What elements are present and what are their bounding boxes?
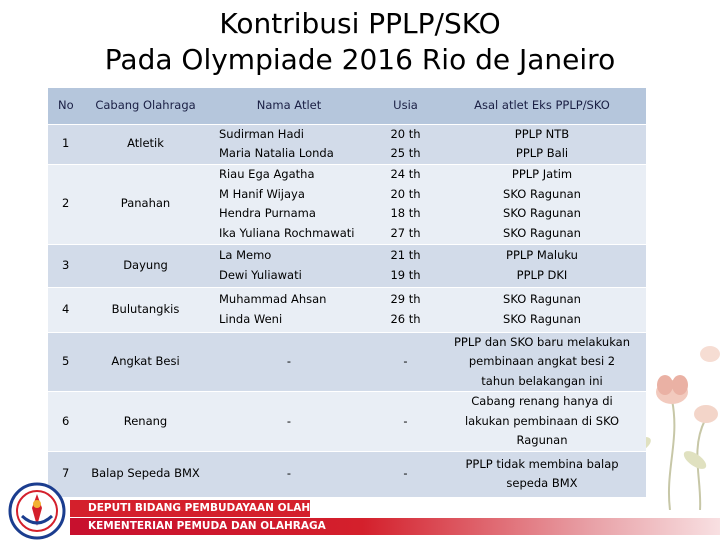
- cell-nama: [205, 287, 373, 332]
- cell-no: 1: [48, 124, 86, 164]
- cell-asal: [438, 332, 646, 392]
- cell-asal-line: PPLP DKI: [516, 267, 568, 282]
- title-line-1: Kontribusi PPLP/SKO: [219, 7, 501, 40]
- cell-asal: [438, 287, 646, 332]
- contribution-table: [48, 88, 646, 498]
- cell-asal-line: PPLP NTB: [514, 126, 570, 141]
- cell-asal: [438, 392, 646, 452]
- cell-nama-line: La Memo: [219, 248, 272, 262]
- cell-usia-line: -: [403, 466, 408, 481]
- cell-asal-line: PPLP Maluku: [506, 248, 578, 262]
- cell-nama-line: Muhammad Ahsan: [219, 292, 327, 306]
- cell-usia: [373, 124, 438, 164]
- cell-nama: [205, 164, 373, 244]
- cell-usia-line: 21 th: [390, 248, 421, 262]
- cell-no: 6: [48, 392, 86, 452]
- cell-usia: [373, 287, 438, 332]
- table-row: [48, 244, 646, 287]
- cell-usia-line: 26 th: [390, 311, 421, 326]
- cell-nama-line: Dewi Yuliawati: [219, 267, 302, 282]
- cell-cabang: Bulutangkis: [86, 287, 205, 332]
- cell-asal-line: Ragunan: [516, 433, 568, 447]
- header-no: No: [48, 88, 86, 124]
- cell-nama-line: Hendra Purnama: [219, 206, 316, 220]
- footer-deputi: DEPUTI BIDANG PEMBUDAYAAN OLAHRAGA: [70, 500, 310, 517]
- table-row: [48, 287, 646, 332]
- table-body: [48, 124, 646, 497]
- cell-no: 5: [48, 332, 86, 392]
- cell-asal-line: SKO Ragunan: [503, 311, 581, 326]
- cell-asal-line: PPLP dan SKO baru melakukan: [453, 334, 630, 349]
- cell-usia: [373, 451, 438, 497]
- cell-cabang: Angkat Besi: [86, 332, 205, 392]
- cell-cabang: Renang: [86, 392, 205, 452]
- cell-nama-line: Sudirman Hadi: [219, 126, 304, 141]
- table-row: [48, 451, 646, 497]
- cell-usia: [373, 164, 438, 244]
- header-nama: Nama Atlet: [205, 88, 373, 124]
- cell-nama-line: -: [286, 466, 292, 481]
- cell-asal-line: SKO Ragunan: [503, 292, 581, 306]
- cell-asal-line: PPLP Bali: [515, 146, 569, 160]
- cell-nama-line: Riau Ega Agatha: [219, 167, 315, 181]
- cell-usia-line: 20 th: [390, 126, 421, 141]
- cell-usia-line: 29 th: [390, 292, 421, 306]
- cell-nama-line: M Hanif Wijaya: [219, 186, 305, 201]
- cell-asal-line: pembinaan angkat besi 2: [468, 354, 616, 368]
- cell-cabang: Dayung: [86, 244, 205, 287]
- cell-usia-line: 27 th: [390, 225, 421, 240]
- cell-nama-line: Ika Yuliana Rochmawati: [219, 225, 355, 240]
- cell-no: 3: [48, 244, 86, 287]
- cell-usia: [373, 332, 438, 392]
- cell-no: 2: [48, 164, 86, 244]
- cell-usia: [373, 392, 438, 452]
- cell-usia-line: 20 th: [390, 186, 421, 201]
- cell-nama-line: -: [286, 413, 292, 428]
- cell-asal-line: Cabang renang hanya di: [471, 394, 613, 408]
- cell-usia-line: 18 th: [390, 206, 421, 220]
- kemenpora-logo: [8, 482, 66, 540]
- cell-asal-line: SKO Ragunan: [503, 225, 581, 240]
- page-title: [0, 6, 720, 78]
- cell-cabang: Panahan: [86, 164, 205, 244]
- cell-asal-line: sepeda BMX: [506, 476, 578, 490]
- cell-nama-line: Linda Weni: [219, 311, 283, 326]
- cell-nama: [205, 451, 373, 497]
- cell-asal-line: SKO Ragunan: [503, 206, 581, 220]
- cell-no: 4: [48, 287, 86, 332]
- table-row: [48, 332, 646, 392]
- cell-usia-line: 19 th: [390, 267, 421, 282]
- header-usia: Usia: [373, 88, 438, 124]
- cell-cabang: Balap Sepeda BMX: [86, 451, 205, 497]
- table-row: [48, 164, 646, 244]
- cell-nama-line: Maria Natalia Londa: [219, 146, 334, 160]
- cell-asal-line: lakukan pembinaan di SKO: [464, 413, 620, 428]
- cell-asal: [438, 244, 646, 287]
- cell-asal-line: PPLP tidak membina balap: [465, 456, 619, 471]
- table-header-row: [48, 88, 646, 124]
- cell-asal-line: tahun belakangan ini: [481, 373, 603, 388]
- cell-cabang: Atletik: [86, 124, 205, 164]
- cell-usia-line: -: [403, 413, 408, 428]
- cell-no: 7: [48, 451, 86, 497]
- footer-kementerian: KEMENTERIAN PEMUDA DAN OLAHRAGA: [70, 518, 720, 535]
- cell-nama: [205, 244, 373, 287]
- cell-usia-line: -: [403, 354, 408, 368]
- table-row: [48, 124, 646, 164]
- cell-asal: [438, 124, 646, 164]
- header-asal: Asal atlet Eks PPLP/SKO: [438, 88, 646, 124]
- cell-asal-line: PPLP Jatim: [511, 167, 573, 181]
- cell-asal-line: SKO Ragunan: [503, 186, 581, 201]
- header-cabang: Cabang Olahraga: [86, 88, 205, 124]
- cell-usia-line: 24 th: [390, 167, 421, 181]
- cell-usia-line: 25 th: [390, 146, 421, 160]
- cell-nama: [205, 392, 373, 452]
- cell-asal: [438, 451, 646, 497]
- cell-nama: [205, 332, 373, 392]
- table-row: [48, 392, 646, 452]
- cell-asal: [438, 164, 646, 244]
- title-line-2: Pada Olympiade 2016 Rio de Janeiro: [104, 43, 616, 76]
- cell-nama-line: -: [286, 354, 292, 368]
- cell-nama: [205, 124, 373, 164]
- cell-usia: [373, 244, 438, 287]
